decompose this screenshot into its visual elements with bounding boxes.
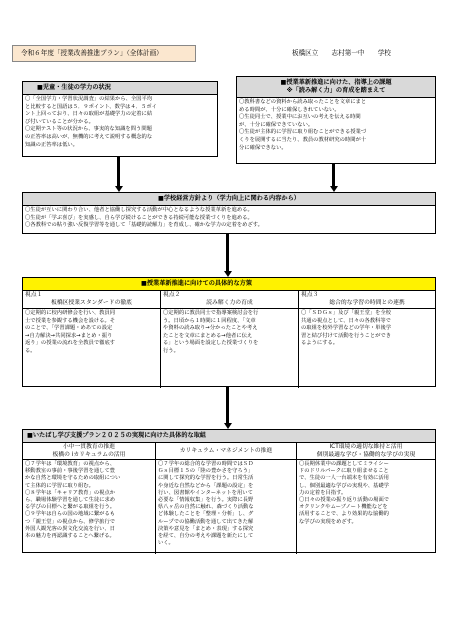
teaching-issue-heading	[237, 77, 435, 98]
itabashi-line: かな自然と環境を守るための取組につい	[25, 475, 121, 482]
plan-column-header	[23, 291, 160, 309]
plan-line: るようにする。	[301, 340, 339, 347]
student-status-body	[23, 95, 217, 150]
plan-viewpoint-number: 視点１	[25, 292, 43, 298]
plan-viewpoint-title: 板橋区授業スタンダードの徹底	[51, 300, 132, 306]
flow-arrow-stem	[226, 387, 229, 424]
itabashi-line: 〇８学年は「キャリア教育」の視点か	[25, 489, 116, 496]
itabashi-line: 本の魅力を再認識することへ繋げる。	[25, 533, 115, 540]
itabashi-column-body	[23, 460, 155, 541]
school-policy-heading: ■学校経営方針より（学力向上に関わる内容から）	[23, 193, 435, 206]
issue-line: 〇生徒が主体的に学習に取り組むことができる授業づ	[239, 129, 367, 136]
itabashi-line: 〇日々の授業の振り返り活動の場面で	[299, 497, 390, 504]
itabashi-line: 〇７学年は「環境教育」の視点から、	[25, 461, 116, 467]
itabashi-line: 行い、図書館やインターネットを用いて	[158, 489, 253, 496]
itabashi-line: て主体的に学習に取り組む。	[25, 482, 94, 489]
flow-arrow-stem	[332, 164, 335, 187]
itabashi-column-title: ICT環境の適切な維持と活用	[329, 444, 403, 450]
plan-line: や資料の読み取り→分かったことや考え	[163, 325, 258, 332]
issue-line: 〇教科書などの資料から読み取ったことを文章にまと	[239, 99, 367, 105]
issue-line: くりを展開するに当たり、教員の教材研究の時間が十	[239, 136, 367, 143]
itabashi-line: で、生徒の一人一台端末を有効に活用	[299, 475, 389, 482]
itabashi-line: つ「親王堂」の視点から、修学旅行で	[25, 518, 116, 525]
plan-column-1	[23, 291, 160, 357]
itabashi-line: オクリンクやムーブノート機能などを	[299, 504, 388, 511]
plan-line: る」という場面を設定した授業づくりを	[163, 340, 259, 347]
itabashi-line: Ｇｓ目標１５の「陸の豊かさを守ろう」	[158, 468, 254, 475]
improvement-plan-box	[22, 277, 436, 387]
issue-heading-line: ■授業革新推進に向けた、指導上の課題	[280, 79, 392, 86]
issue-line: 分に確保できない。	[239, 144, 287, 151]
itabashi-column-subtitle: 板橋の iカリキュラムの活用	[52, 452, 126, 458]
issue-line: 〇生徒同士で、授業中にお互いの考えを伝える時間	[239, 114, 361, 121]
plan-column-2	[161, 291, 298, 357]
itabashi-line: ドのドリルパークに取り組ませること	[299, 468, 389, 475]
itabashi-line: ど体験したことを「整理・分析」し、グ	[158, 511, 254, 518]
school-policy-box	[22, 192, 436, 234]
itabashi-line: し、個別最適な学びの実現や、基礎学	[299, 482, 389, 489]
issue-heading-line: ※「読み解く力」の育成を踏まえて	[286, 87, 386, 94]
itabashi-column-subtitle: 個別最適な学び・協働的な学びの実現	[316, 452, 416, 458]
policy-line: 〇生徒が「学ぶ喜び」を実感し、自ら学び続けることができる持続可能な授業づくりを進める。	[25, 214, 253, 221]
itabashi-column-title: カリキュラム・マネジメントの推進	[179, 448, 273, 454]
itabashi-plan-box	[22, 429, 436, 553]
itabashi-column-header	[23, 443, 155, 460]
itabashi-line: ループでの協働活動を通して出てきた解	[158, 518, 254, 525]
student-status-heading: ■児童・生徒の学力の状況	[23, 82, 217, 95]
plan-columns	[23, 291, 435, 388]
plan-viewpoint-number: 視点２	[163, 292, 181, 298]
plan-line: 共通の視点として、日々の各教科等で	[301, 317, 391, 324]
itabashi-line: 活用することで、より効果的な協働的	[299, 511, 389, 518]
student-status-box	[22, 81, 218, 157]
policy-line: 〇生徒が互いに関わり合い、他者と協働し探究する活動が中心となるような授業革新を進める。	[25, 207, 253, 213]
plan-column-3	[299, 291, 435, 349]
itabashi-line: を経て、自分の考えや課題を新たにして	[158, 533, 254, 540]
status-line: び付いていることが分かる。	[25, 118, 94, 125]
plan-viewpoint-number: 視点３	[301, 292, 319, 298]
policy-line: 〇各教科での粘り強い反復学習等を通して「基礎的読解力」を育成し、確かな学力の定着をめざす。	[25, 222, 263, 229]
itabashi-line: いく。	[158, 540, 174, 547]
plan-line: る。	[25, 347, 36, 354]
plan-line: のことで、「学習課題・めあての設定	[25, 325, 113, 332]
itabashi-column-title: 小中一貫教育の推進	[62, 444, 116, 450]
plan-line: 行う。	[163, 347, 179, 354]
improvement-plan-heading: ■授業革新推進に向けての具体的な方策	[23, 278, 435, 291]
flow-arrow-stem	[226, 234, 229, 272]
teaching-issue-body	[237, 98, 435, 153]
itabashi-column-body	[156, 460, 296, 548]
itabashi-line: 決策や意見を「まとめ・表現」する探究	[158, 525, 254, 532]
itabashi-column-3	[297, 443, 435, 527]
status-line: ント上回っており、日々の取組が基礎学力の定着に結	[25, 111, 153, 118]
itabashi-line: 〇長期休業中の課題としてミライシー	[299, 461, 389, 467]
itabashi-line: な学びの実現をめざす。	[299, 518, 357, 525]
plan-viewpoint-title: 読み解く力の育成	[206, 300, 253, 306]
itabashi-line: 力の定着を目指す。	[299, 489, 347, 496]
plan-column-header	[299, 291, 435, 309]
itabashi-line: る学びの目標へと繋がる取組を行う。	[25, 504, 116, 511]
status-line: 〇「全国学力・学習状況調査」の結果から、全国平均	[25, 96, 153, 102]
status-line: の正答率は高いが、無機的に考えて説明する概念的な	[25, 133, 153, 140]
itabashi-line: 〇９学年は自らの国の地域に繋がるも	[25, 511, 116, 518]
itabashi-column-body	[297, 460, 435, 527]
itabashi-column-header	[297, 443, 435, 460]
plan-column-header	[161, 291, 298, 309]
itabashi-column-header	[156, 443, 296, 460]
itabashi-columns	[23, 443, 435, 554]
itabashi-line: 〇７学年の総合的な学習の時間ではＳＤ	[158, 461, 254, 467]
itabashi-line: 外国人観光客の異文化交流を行い、日	[25, 525, 116, 532]
plan-column-body	[299, 309, 435, 349]
teaching-issue-box	[236, 76, 436, 164]
itabashi-line: 県八ヶ岳の自然に触れ、森づくり活動な	[158, 504, 254, 511]
plan-viewpoint-title: 総合的な学習の時間との連携	[329, 300, 405, 306]
issue-line: める時間が、十分に確保しきれていない。	[239, 106, 340, 113]
plan-line: →自力解決→共同探求→まとめ・振り	[25, 332, 113, 339]
plan-line: 習と結び付けて活動を行うことができ	[301, 332, 392, 339]
itabashi-line: や身近な自然などから「課題の設定」を	[158, 482, 254, 489]
plan-line: 〇「ＳＤＧｓ」及び「親王堂」を全校	[301, 310, 392, 316]
plan-line: 士で授業を参観する機会を設ける。そ	[25, 317, 116, 324]
plan-line: う。日頃から１時間に１回程度、「文章	[163, 317, 256, 324]
plan-line: 返り」の授業の流れを全教員で徹底す	[25, 340, 116, 347]
plan-column-body	[161, 309, 298, 357]
plan-line: の取組を校外学習などの学年・単後学	[301, 325, 392, 332]
issue-line: が、十分に確保できていない。	[239, 121, 314, 128]
status-line: 知識の正答率は低い。	[25, 141, 78, 148]
plan-line: たことを文章にまとめる→他者に伝え	[163, 332, 253, 339]
plan-line: 〇定期的に教員同士で指導案検討会を行	[163, 310, 259, 316]
flow-arrow-stem	[117, 157, 120, 187]
itabashi-line: に関して探究的な学習を行う。日常生活	[158, 475, 254, 482]
status-line: 〇定期テスト等の状況から、事実的な知識を問う問題	[25, 126, 152, 133]
plan-line: 〇定期的に校内研修会を行い、教員同	[25, 310, 116, 316]
school-policy-body	[23, 206, 435, 231]
document-title: 令和６年度「授業改善推進プラン」（全体計画）	[12, 45, 196, 62]
plan-column-body	[23, 309, 160, 357]
school-name: 板橋区立 志村第一中 学校	[292, 49, 391, 57]
itabashi-column-2	[156, 443, 296, 548]
itabashi-line: 必要な「情報収集」を行う。実際に長野	[158, 497, 254, 504]
status-line: と比較すると国語は５．９ポイント、数学は４．５ポイ	[25, 103, 157, 110]
itabashi-plan-heading: ■いたばし学び支援プラン２０２５の実現に向けた具体的な取組	[23, 430, 435, 443]
itabashi-line: ら、職場体験学習を通して生徒に求め	[25, 497, 116, 504]
itabashi-line: 移動教室の事前・事後学習を通して豊	[25, 468, 116, 475]
itabashi-column-1	[23, 443, 155, 541]
